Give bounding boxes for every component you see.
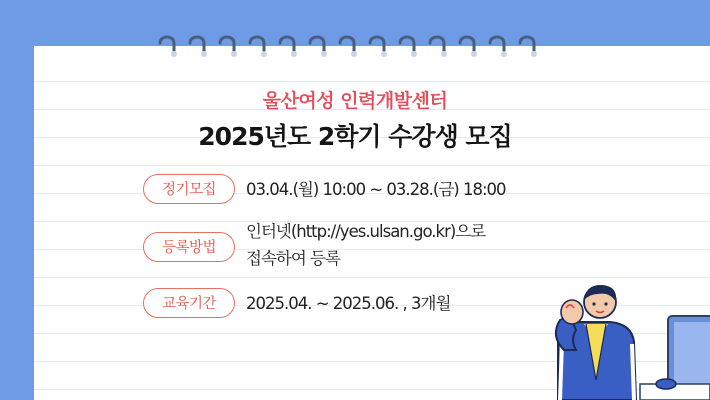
spiral-ring-icon: [160, 37, 174, 53]
spiral-ring-icon: [370, 37, 384, 53]
value-education-period: 2025.04. ~ 2025.06. , 3개월: [246, 294, 451, 313]
label-registration-method: 등록방법: [143, 232, 235, 262]
spiral-ring-icon: [490, 37, 504, 53]
value-registration-line2: 접속하여 등록: [246, 249, 340, 268]
page-title: 2025년도 2학기 수강생 모집: [198, 122, 512, 151]
spiral-ring-icon: [190, 37, 204, 53]
spiral-ring-icon: [400, 37, 414, 53]
spiral-ring-icon: [340, 37, 354, 53]
spiral-ring-icon: [250, 37, 264, 53]
spiral-ring-icon: [460, 37, 474, 53]
spiral-ring-icon: [280, 37, 294, 53]
spiral-ring-icon: [220, 37, 234, 53]
spiral-ring-icon: [430, 37, 444, 53]
value-recruitment-period: 03.04.(월) 10:00 ~ 03.28.(금) 18:00: [246, 180, 506, 199]
label-regular-recruitment: 정기모집: [143, 174, 235, 204]
label-education-period: 교육기간: [143, 288, 235, 318]
value-registration-line1: 인터넷(http://yes.ulsan.go.kr)으로: [246, 222, 486, 241]
spiral-ring-icon: [310, 37, 324, 53]
spiral-binding: [156, 33, 556, 59]
center-name: 울산여성 인력개발센터: [262, 90, 448, 112]
student-character-illustration: [540, 280, 710, 400]
spiral-ring-icon: [520, 37, 534, 53]
